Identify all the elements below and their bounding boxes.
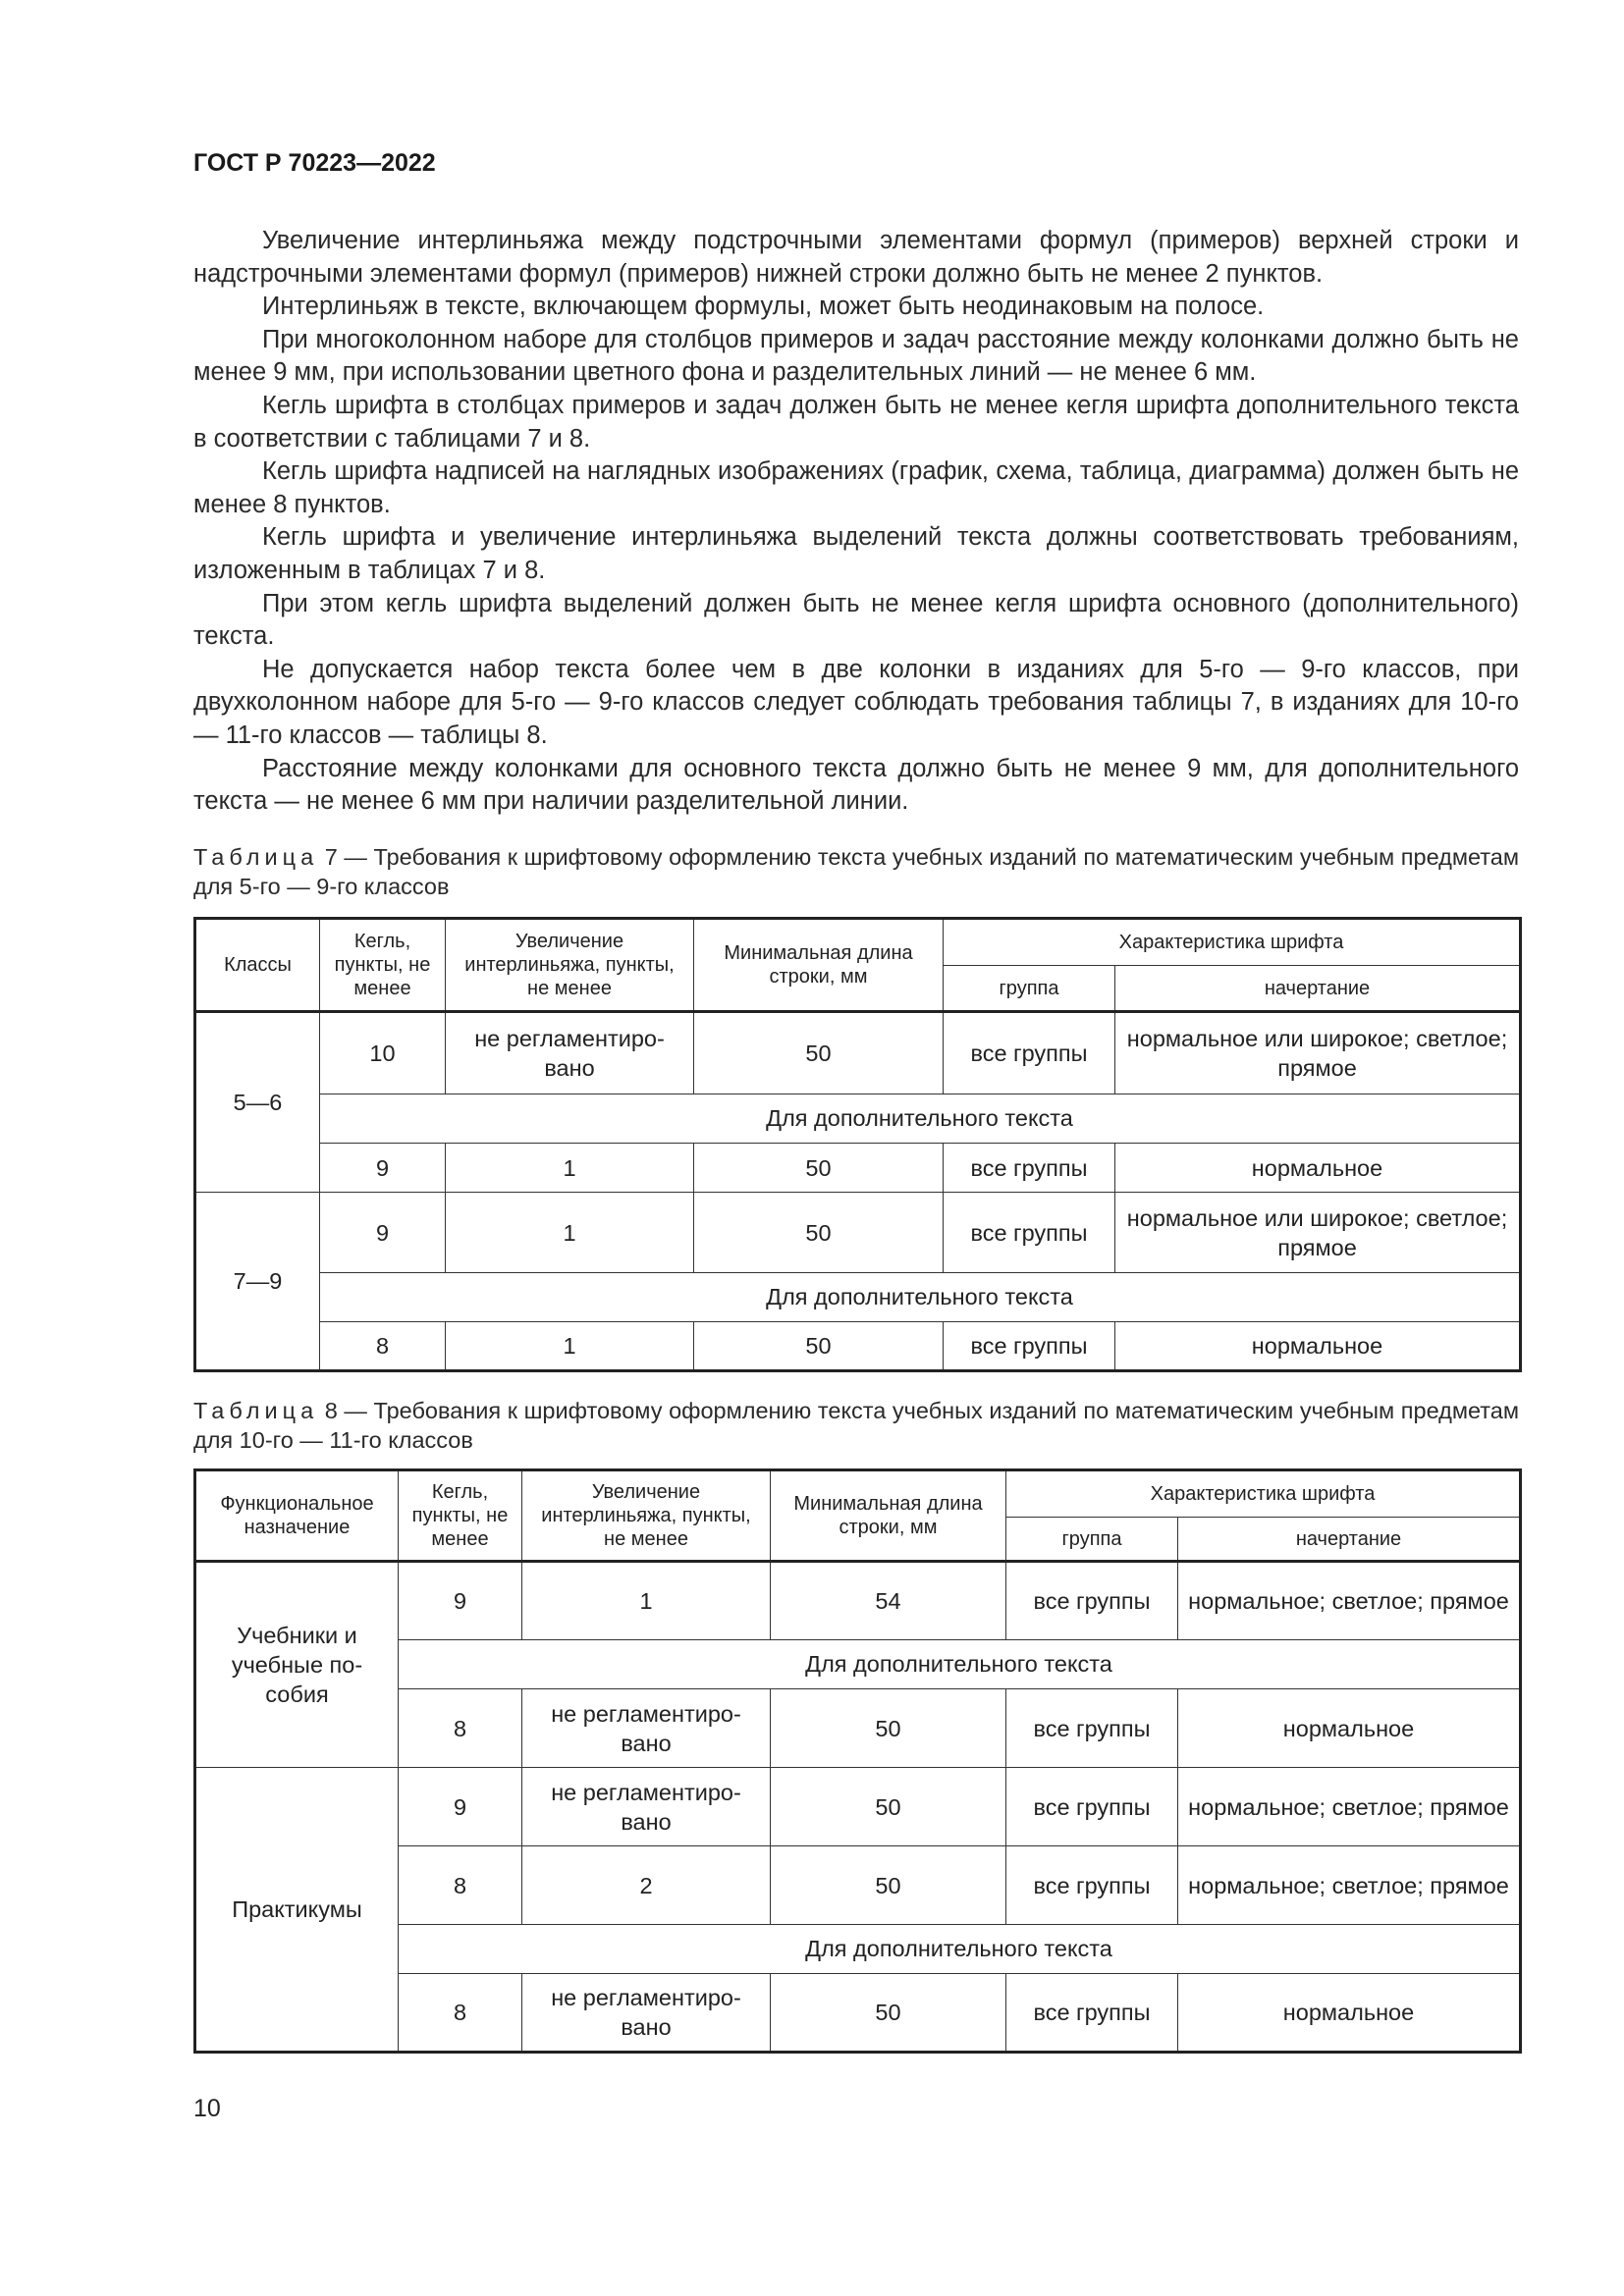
group-cell: все группы [944, 1144, 1115, 1193]
header-size: Кегль, пункты, не менее [399, 1470, 522, 1562]
table-label: Таблица [193, 1398, 319, 1423]
group-cell: все группы [1006, 1689, 1178, 1768]
leading-cell: 1 [446, 1322, 694, 1371]
style-cell: нормальное; светлое; прямое [1178, 1768, 1521, 1846]
leading-cell: 1 [446, 1193, 694, 1273]
leading-cell: не регламентиро-вано [446, 1012, 694, 1095]
size-cell: 8 [399, 1689, 522, 1768]
paragraph: Кегль шрифта в столбцах примеров и задач должен быть не менее кегля шрифта дополнительного текста в соответствии с таблицами 7 и 8. [193, 391, 1519, 453]
size-cell: 10 [320, 1012, 446, 1095]
table-8 [193, 1468, 1522, 2054]
header-style: начертание [1115, 966, 1521, 1012]
table-row [195, 1768, 1521, 1846]
group-cell: все группы [1006, 1562, 1178, 1640]
size-cell: 8 [399, 1846, 522, 1925]
length-cell: 50 [694, 1322, 944, 1371]
paragraph: Кегль шрифта и увеличение интерлиньяжа выделений текста должны соответствовать требованиям, изложенным в таблицах 7 и 8. [193, 523, 1519, 584]
header-leading: Увеличение интерлиньяжа, пункты, не менее [522, 1470, 771, 1562]
extra-text-label: Для дополнительного текста [320, 1273, 1521, 1322]
table-row [195, 1322, 1521, 1371]
group-cell: все группы [944, 1012, 1115, 1095]
size-cell: 9 [399, 1768, 522, 1846]
table-caption-text: 8 — Требования к шрифтовому оформлению текста учебных изданий по математическим учебным предметам для 10-го — 11-го классов [193, 1398, 1520, 1453]
style-cell: нормальное [1178, 1689, 1521, 1768]
extra-text-label: Для дополнительного текста [399, 1640, 1521, 1689]
class-group-cell: 7—9 [195, 1193, 320, 1371]
header-style: начертание [1178, 1518, 1521, 1562]
length-cell: 50 [694, 1144, 944, 1193]
style-cell: нормальное; светлое; прямое [1178, 1562, 1521, 1640]
paragraph: При этом кегль шрифта выделений должен быть не менее кегля шрифта основного (дополнительного) текста. [193, 589, 1519, 651]
group-cell: все группы [1006, 1974, 1178, 2053]
group-cell: все группы [944, 1322, 1115, 1371]
header-group: группа [944, 966, 1115, 1012]
purpose-group-cell: Учебники и учебные по-собия [195, 1562, 399, 1768]
header-min-length: Минимальная длина строки, мм [694, 919, 944, 1012]
paragraph: Не допускается набор текста более чем в две колонки в изданиях для 5-го — 9-го классов, при двухколонном наборе для 5-го — 9-го классов следует соблюдать требования таблицы 7, в изданиях для 10-го — 11-го классов — таблицы 8. [193, 655, 1519, 749]
length-cell: 50 [771, 1689, 1006, 1768]
header-leading: Увеличение интерлиньяжа, пункты, не менее [446, 919, 694, 1012]
table-row [195, 1562, 1521, 1640]
table-row [195, 1193, 1521, 1273]
style-cell: нормальное [1115, 1144, 1521, 1193]
style-cell: нормальное; светлое; прямое [1178, 1846, 1521, 1925]
size-cell: 9 [399, 1562, 522, 1640]
length-cell: 50 [694, 1012, 944, 1095]
header-size: Кегль, пункты, не менее [320, 919, 446, 1012]
paragraph: Интерлиньяж в тексте, включающем формулы, может быть неодинаковым на полосе. [262, 293, 1265, 321]
size-cell: 9 [320, 1193, 446, 1273]
body-text [193, 225, 1519, 819]
style-cell: нормальное [1115, 1322, 1521, 1371]
table-label: Таблица [193, 844, 319, 870]
table-row [195, 1144, 1521, 1193]
leading-cell: 1 [522, 1562, 771, 1640]
length-cell: 54 [771, 1562, 1006, 1640]
extra-text-label: Для дополнительного текста [320, 1095, 1521, 1144]
table-7 [193, 917, 1522, 1372]
extra-text-label: Для дополнительного текста [399, 1925, 1521, 1974]
paragraph: Увеличение интерлиньяжа между подстрочными элементами формул (примеров) верхней строки и надстрочными элементами формул (примеров) нижней строки должно быть не менее 2 пунктов. [193, 227, 1519, 288]
header-min-length: Минимальная длина строки, мм [771, 1470, 1006, 1562]
style-cell: нормальное или широкое; светлое; прямое [1115, 1012, 1521, 1095]
style-cell: нормальное [1178, 1974, 1521, 2053]
leading-cell: 2 [522, 1846, 771, 1925]
size-cell: 8 [399, 1974, 522, 2053]
group-cell: все группы [1006, 1768, 1178, 1846]
style-cell: нормальное или широкое; светлое; прямое [1115, 1193, 1521, 1273]
table-8-caption [193, 1396, 1519, 1455]
length-cell: 50 [771, 1974, 1006, 2053]
leading-cell: 1 [446, 1144, 694, 1193]
table-row [195, 1273, 1521, 1322]
header-purpose: Функциональное назначение [195, 1470, 399, 1562]
length-cell: 50 [771, 1846, 1006, 1925]
group-cell: все группы [944, 1193, 1115, 1273]
length-cell: 50 [694, 1193, 944, 1273]
header-group: группа [1006, 1518, 1178, 1562]
header-font-characteristic: Характеристика шрифта [944, 919, 1521, 966]
paragraph: Расстояние между колонками для основного текста должно быть не менее 9 мм, для дополнительного текста — не менее 6 мм при наличии разделительной линии. [193, 754, 1519, 816]
size-cell: 8 [320, 1322, 446, 1371]
page-number: 10 [193, 2095, 221, 2122]
leading-cell: не регламентиро-вано [522, 1768, 771, 1846]
table-caption-text: 7 — Требования к шрифтовому оформлению текста учебных изданий по математическим учебным предметам для 5-го — 9-го классов [193, 844, 1520, 899]
document-code: ГОСТ Р 70223—2022 [193, 149, 436, 177]
table-row [195, 1012, 1521, 1095]
purpose-group-cell: Практикумы [195, 1768, 399, 2053]
leading-cell: не регламентиро-вано [522, 1689, 771, 1768]
size-cell: 9 [320, 1144, 446, 1193]
length-cell: 50 [771, 1768, 1006, 1846]
header-font-characteristic: Характеристика шрифта [1006, 1470, 1521, 1518]
leading-cell: не регламентиро-вано [522, 1974, 771, 2053]
table-7-caption [193, 842, 1519, 901]
paragraph: Кегль шрифта надписей на наглядных изображениях (график, схема, таблица, диаграмма) должен быть не менее 8 пунктов. [193, 457, 1519, 518]
header-classes: Классы [195, 919, 320, 1012]
paragraph: При многоколонном наборе для столбцов примеров и задач расстояние между колонками должно быть не менее 9 мм, при использовании цветного фона и разделительных линий — не менее 6 мм. [193, 325, 1519, 387]
class-group-cell: 5—6 [195, 1012, 320, 1193]
table-row [195, 1095, 1521, 1144]
group-cell: все группы [1006, 1846, 1178, 1925]
